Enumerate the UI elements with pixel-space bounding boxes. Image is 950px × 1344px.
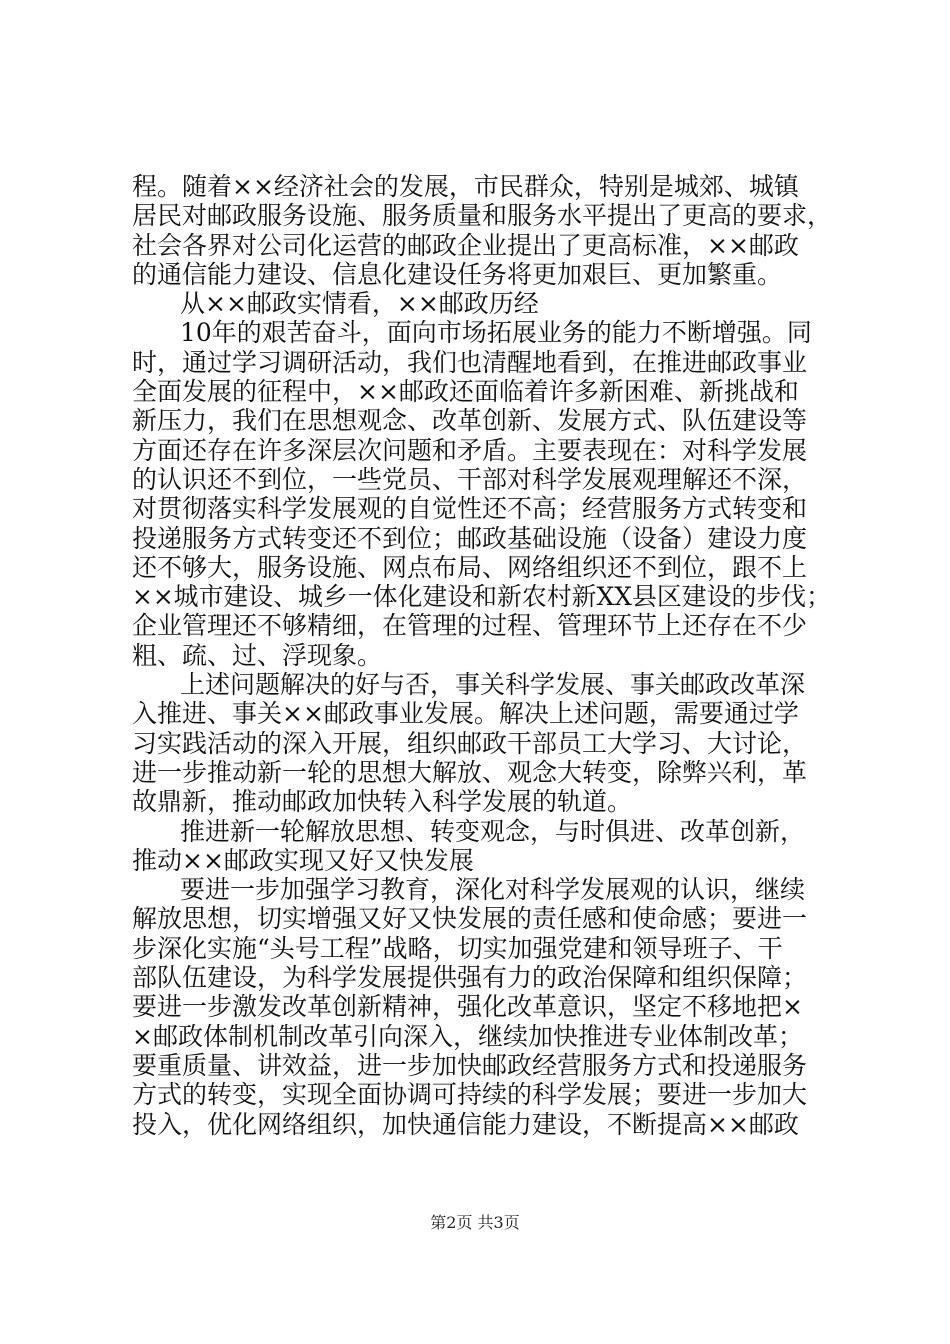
text-line: 10年的艰苦奋斗，面向市场拓展业务的能力不断增强。同	[180, 318, 812, 348]
text-line: 解放思想，切实增强又好又快发展的责任感和使命感；要进一	[132, 904, 808, 934]
page-footer: 第2页 共3页	[430, 1213, 520, 1232]
text-line: 入推进、事关××邮政事业发展。解决上述问题，需要通过学	[132, 699, 799, 729]
text-line: 推进新一轮解放思想、转变观念，与时俱进、改革创新，	[180, 816, 806, 846]
text-line: 投入，优化网络组织，加快通信能力建设，不断提高××邮政	[132, 1109, 799, 1139]
text-line: ××城市建设、城乡一体化建设和新农村新XX县区建设的步伐；	[132, 582, 831, 612]
text-line: 时，通过学习调研活动，我们也清醒地看到，在推进邮政事业	[132, 347, 808, 377]
text-line: 还不够大，服务设施、网点布局、网络组织还不到位，跟不上	[132, 552, 808, 582]
text-line: 居民对邮政服务设施、服务质量和服务水平提出了更高的要求，	[132, 201, 833, 231]
text-line: 要进一步激发改革创新精神，强化改革意识，坚定不移地把×	[132, 992, 803, 1022]
text-line: 程。随着××经济社会的发展，市民群众，特别是城郊、城镇	[132, 172, 799, 201]
text-line: 投递服务方式转变还不到位；邮政基础设施（设备）建设力度	[132, 523, 808, 553]
text-line: 要重质量、讲效益，进一步加快邮政经营服务方式和投递服务	[132, 1050, 808, 1080]
document-body	[132, 172, 832, 1139]
text-line: 推动××邮政实现又好又快发展	[132, 845, 474, 875]
text-line: 新压力，我们在思想观念、改革创新、发展方式、队伍建设等	[132, 406, 808, 436]
text-line: 从××邮政实情看，××邮政历经	[180, 289, 539, 319]
text-line: 方面还存在许多深层次问题和矛盾。主要表现在：对科学发展	[132, 435, 808, 465]
text-line: 要进一步加强学习教育，深化对科学发展观的认识，继续	[180, 875, 806, 905]
text-line: 的通信能力建设、信息化建设任务将更加艰巨、更加繁重。	[132, 259, 783, 289]
text-line: 社会各界对公司化运营的邮政企业提出了更高标准，××邮政	[132, 230, 799, 260]
text-line: 全面发展的征程中，××邮政还面临着许多新困难、新挑战和	[132, 377, 799, 407]
text-line: 的认识还不到位，一些党员、干部对科学发展观理解还不深，	[132, 464, 808, 494]
text-line: 企业管理还不够精细，在管理的过程、管理环节上还存在不少	[132, 611, 808, 641]
text-line: 习实践活动的深入开展，组织邮政干部员工大学习、大讨论，	[132, 728, 808, 758]
text-line: 方式的转变，实现全面协调可持续的科学发展；要进一步加大	[132, 1080, 808, 1110]
text-line: 部队伍建设，为科学发展提供强有力的政治保障和组织保障；	[132, 963, 808, 993]
text-line: 故鼎新，推动邮政加快转入科学发展的轨道。	[132, 787, 633, 817]
text-line: 进一步推动新一轮的思想大解放、观念大转变，除弊兴利，革	[132, 757, 808, 787]
text-line: ×邮政体制机制改革引向深入，继续加快推进专业体制改革；	[132, 1021, 803, 1051]
text-line: 上述问题解决的好与否，事关科学发展、事关邮政改革深	[180, 670, 806, 700]
text-line: 步深化实施“头号工程”战略，切实加强党建和领导班子、干	[132, 933, 783, 963]
text-line: 粗、疏、过、浮现象。	[132, 640, 383, 670]
text-line: 对贯彻落实科学发展观的自觉性还不高；经营服务方式转变和	[132, 494, 808, 524]
